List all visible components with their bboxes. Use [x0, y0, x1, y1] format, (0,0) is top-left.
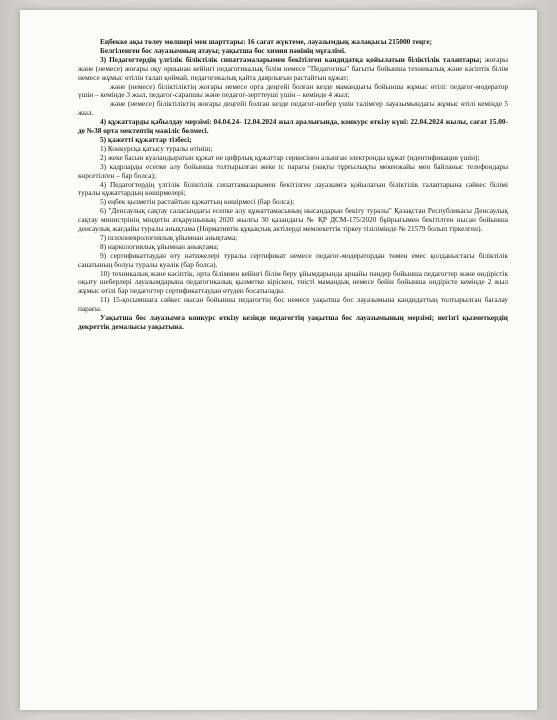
document-item-11: 11) 15-қосымшаға сәйкес нысан бойынша педагогтің бос немесе уақытша бос лауазымына кандидаттың толтырылған бағалау парағы.: [78, 295, 508, 314]
requirements-master: және (немесе) біліктіліктің жоғары деңгейі болған кезде педагог-шебер үшін талімгер лауазымындағы жұмыс өтілі кемінде 5 жыл.: [78, 99, 508, 118]
requirements-text: жоғары және (немесе) жоғары оқу орнынан кейінгі педагогикалық білім немесе "Педагогика" бағыты бойынша техникалық және кәсіптік білім немесе жұмыс өтілін талап қоймай, педагогикалық қайта даярлығын растайтын құжат;: [78, 54, 508, 82]
document-item-10: 10) техникалық және кәсіптік, орта білімнен кейінгі білім беру ұйымдарында арнайы пәндер бойынша педагогтер және өндірістік оқыту шеберлері лауазымдарына педагогикалық қызметке кіріскен, тиісті мамандық немесе бейін бойынша өндірісте кемінде 2 жыл жұмыс өтілі бар педагогтер сертификаттаудан өтуден босатылады.: [78, 268, 508, 296]
document-item-3: 3) кадрларды есепке алу бойынша толтырылған жеке іс парағы (нақты тұрғылықты мекенжайы мен байланыс телефондары көрсетілген – бар болса);: [78, 161, 508, 180]
document-item-2: 2) жеке басын куәландыратын құжат не цифрлық құжаттар сервисінен алынған электронды құжат (идентификация үшін);: [100, 152, 480, 162]
deadline-line: 4) құжаттарды қабылдау мерзімі: 04.04.24- 12.04.2024 жыл аралығында, конкурс өткізу күні: 22.04.2024 жылы, сағат 15.00-де №38 орта мектептің мәжіліс бөлмесі.: [78, 117, 508, 136]
requirements-paragraph: [78, 56, 508, 83]
documents-heading: 5) қажетті құжаттар тізбесі;: [100, 134, 192, 144]
document-body: [78, 38, 508, 332]
document-item-7: 7) психоневрологиялық ұйымнан анықтама;: [100, 232, 238, 242]
document-item-9: 9) сертификаттаудан өту нәтижелері туралы сертификат немесе педагог-модератордан төмен емес қолданыстағы біліктілік санатының болуы туралы куәлік (бар болса).: [78, 250, 508, 269]
position-line: Белгіленген бос лауазымның атауы; уақытша бос химия пәнінің мұғалімі.: [100, 45, 346, 55]
footer-line: Уақытша бос лауазымға конкурс өткізу кезінде педагогтің уақытша бос лауазымының мерзімі; негізгі қызметкердің декреттік демалысы уақытына.: [78, 313, 508, 331]
document-page: [20, 10, 537, 710]
document-item-6: 6) "Денсаулық сақтау саласындағы есепке алу құжаттамасының нысандарын бекіту туралы" Қазақстан Республикасы Денсаулық сақтау министрінің міндетін атқарушының 2020 жылғы 30 қазандағы № ҚР ДСМ-175/2020 бұйрығымен бекітілген нысан бойынша денсаулық жағдайы туралы анықтама (Нормативтік құқықтық актілерді мемлекеттік тіркеу тізілімінде № 21579 болып тіркелген).: [78, 206, 508, 234]
document-item-8: 8) наркологиялық ұйымнан анықтама;: [100, 241, 219, 251]
requirements-heading: 3) Педагогтердің үлгілік біліктілік сипаттамаларымен бекітілген кандидатқа қойылатын біліктілік талаптары;: [100, 54, 482, 64]
document-item-4: 4) Педагогтердің үлгілік біліктілік сипаттамаларымен бекітілген лауазымға қойылатын біліктілік талаптарына сәйкес білімі туралы құжаттардың көшірмелері;: [78, 179, 508, 198]
document-item-1: 1) Конкурсқа қатысу туралы өтініш;: [100, 143, 213, 153]
salary-line: Еңбекке ақы төлеу мөлшері мен шарттары: 16 сағат жүктеме, лауазымдық жалақысы 215000 теңге;: [100, 37, 433, 46]
requirements-moderator: және (немесе) біліктіліктің жоғары немесе орта деңгейі болған кезде мамандығы бойынша жұмыс өтілі: педагог-модератор үшін – кемінде 3 жыл, педагог-сарапшы және педагог-зерттеуші үшін – кемінде 4 жыл;: [78, 81, 508, 100]
document-item-5: 5) еңбек қызметін растайтын құжаттың көшірмесі (бар болса);: [100, 197, 295, 207]
